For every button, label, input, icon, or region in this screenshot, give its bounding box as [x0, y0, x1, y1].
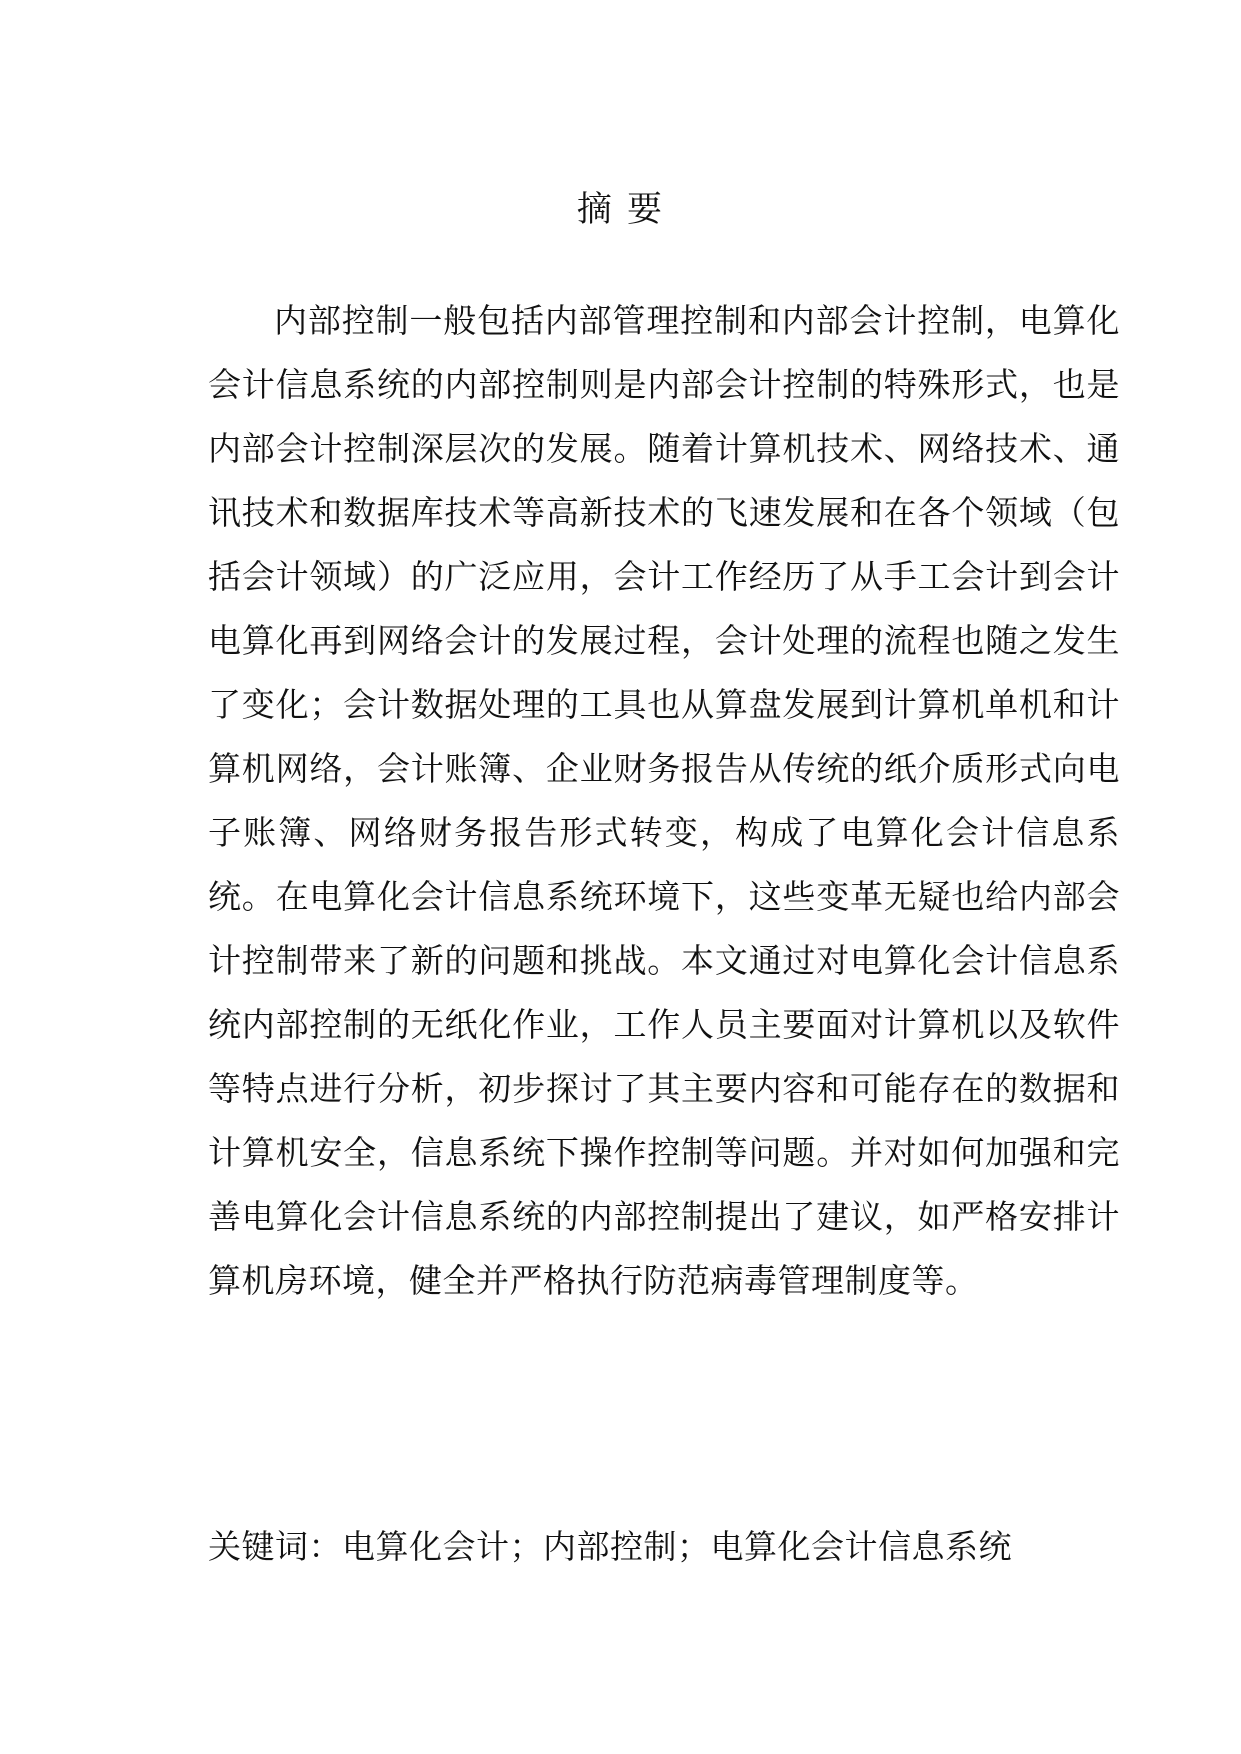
keywords-line: 关键词：电算化会计；内部控制；电算化会计信息系统	[208, 1527, 1012, 1566]
abstract-body: 内部控制一般包括内部管理控制和内部会计控制，电算化会计信息系统的内部控制则是内部会计控制的特殊形式，也是内部会计控制深层次的发展。随着计算机技术、网络技术、通讯技术和数据库技术等高新技术的飞速发展和在各个领域（包括会计领域）的广泛应用，会计工作经历了从手工会计到会计电算化再到网络会计的发展过程，会计处理的流程也随之发生了变化；会计数据处理的工具也从算盘发展到计算机单机和计算机网络，会计账簿、企业财务报告从传统的纸介质形式向电子账簿、网络财务报告形式转变，构成了电算化会计信息系统。在电算化会计信息系统环境下，这些变革无疑也给内部会计控制带来了新的问题和挑战。本文通过对电算化会计信息系统内部控制的无纸化作业，工作人员主要面对计算机以及软件等特点进行分析，初步探讨了其主要内容和可能存在的数据和计算机安全，信息系统下操作控制等问题。并对如何加强和完善电算化会计信息系统的内部控制提出了建议，如严格安排计算机房环境，健全并严格执行防范病毒管理制度等。	[208, 301, 1120, 1300]
abstract-title: 摘 要	[576, 190, 665, 230]
